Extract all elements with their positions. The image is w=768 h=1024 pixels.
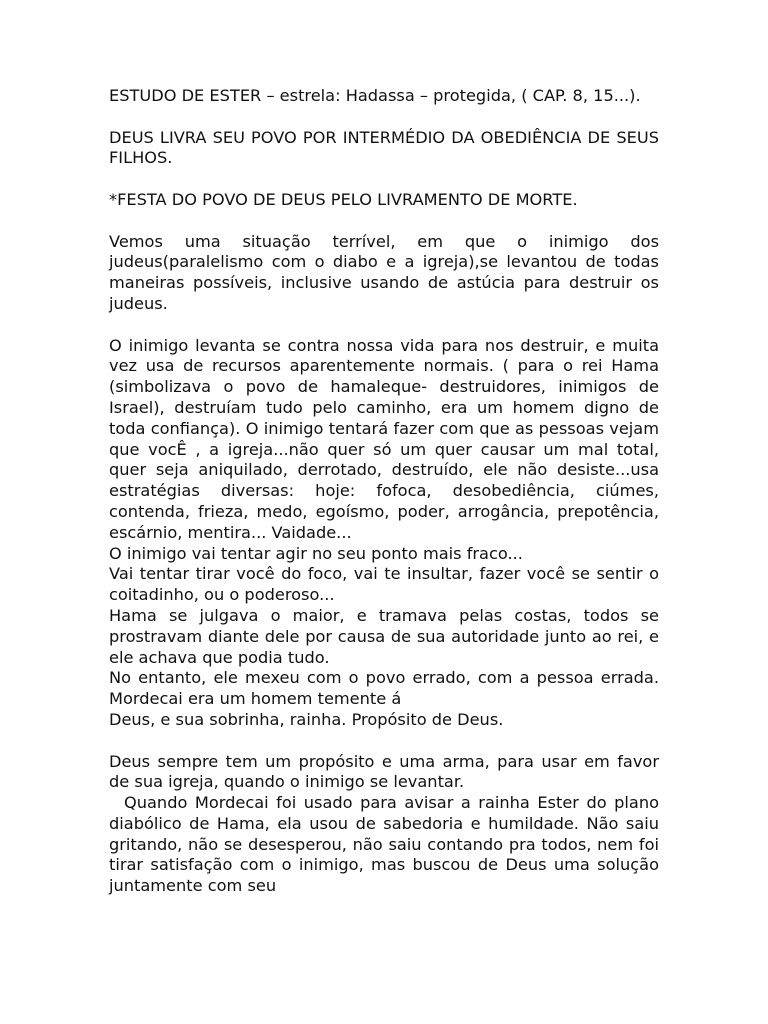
paragraph-3: O inimigo vai tentar agir no seu ponto mais fraco... [109,543,523,563]
paragraph-2: O inimigo levanta se contra nossa vida para nos destruir, e muita vez usa de recursos aparentemente normais. ( para o rei Hama (simbolizava o povo de hamaleque- destruidores, inimigos de Israel), destruíam tudo pelo caminho, era um homem digno de toda confiança). O inimigo tentará fazer com que as pessoas vejam que vocÊ , a igreja...não quer só um quer causar um mal total, quer seja aniquilado, derrotado, destruído, ele não desiste...usa estratégias diversas: hoje: fofoca, desobediência, ciúmes, contenda, frieza, medo, egoísmo, poder, arrogância, prepotência, escárnio, mentira... Vaidade... [109,335,665,542]
document-title: ESTUDO DE ESTER – estrela: Hadassa – protegida, ( CAP. 8, 15...). [109,86,641,105]
paragraph-1: Vemos uma situação terrível, em que o inimigo dos judeus(paralelismo com o diabo e a igreja),se levantou de todas maneiras possíveis, inclusive usando de astúcia para destruir os judeus. [109,231,665,313]
paragraph-7: Deus, e sua sobrinha, rainha. Propósito de Deus. [109,709,504,729]
document-page [109,86,665,918]
paragraph-5: Hama se julgava o maior, e tramava pelas costas, todos se prostravam diante dele por causa de sua autoridade junto ao rei, e ele achava que podia tudo. [109,605,665,667]
paragraph-8: Deus sempre tem um propósito e uma arma, para usar em favor de sua igreja, quando o inimigo se levantar. [109,751,665,792]
document-theme: DEUS LIVRA SEU POVO POR INTERMÉDIO DA OBEDIÊNCIA DE SEUS FILHOS. [109,127,665,168]
paragraph-4: Vai tentar tirar você do foco, vai te insultar, fazer você se sentir o coitadinho, ou o poderoso... [109,564,665,605]
paragraph-9: Quando Mordecai foi usado para avisar a rainha Ester do plano diabólico de Hama, ela usou de sabedoria e humildade. Não saiu gritando, não se desesperou, não saiu contando pra todos, nem foi tirar satisfação com o inimigo, mas buscou de Deus uma solução juntamente com seu [109,793,665,896]
paragraph-6: No entanto, ele mexeu com o povo errado, com a pessoa errada. Mordecai era um homem temente á [109,668,665,709]
document-feast-line: *FESTA DO POVO DE DEUS PELO LIVRAMENTO DE MORTE. [109,189,578,209]
